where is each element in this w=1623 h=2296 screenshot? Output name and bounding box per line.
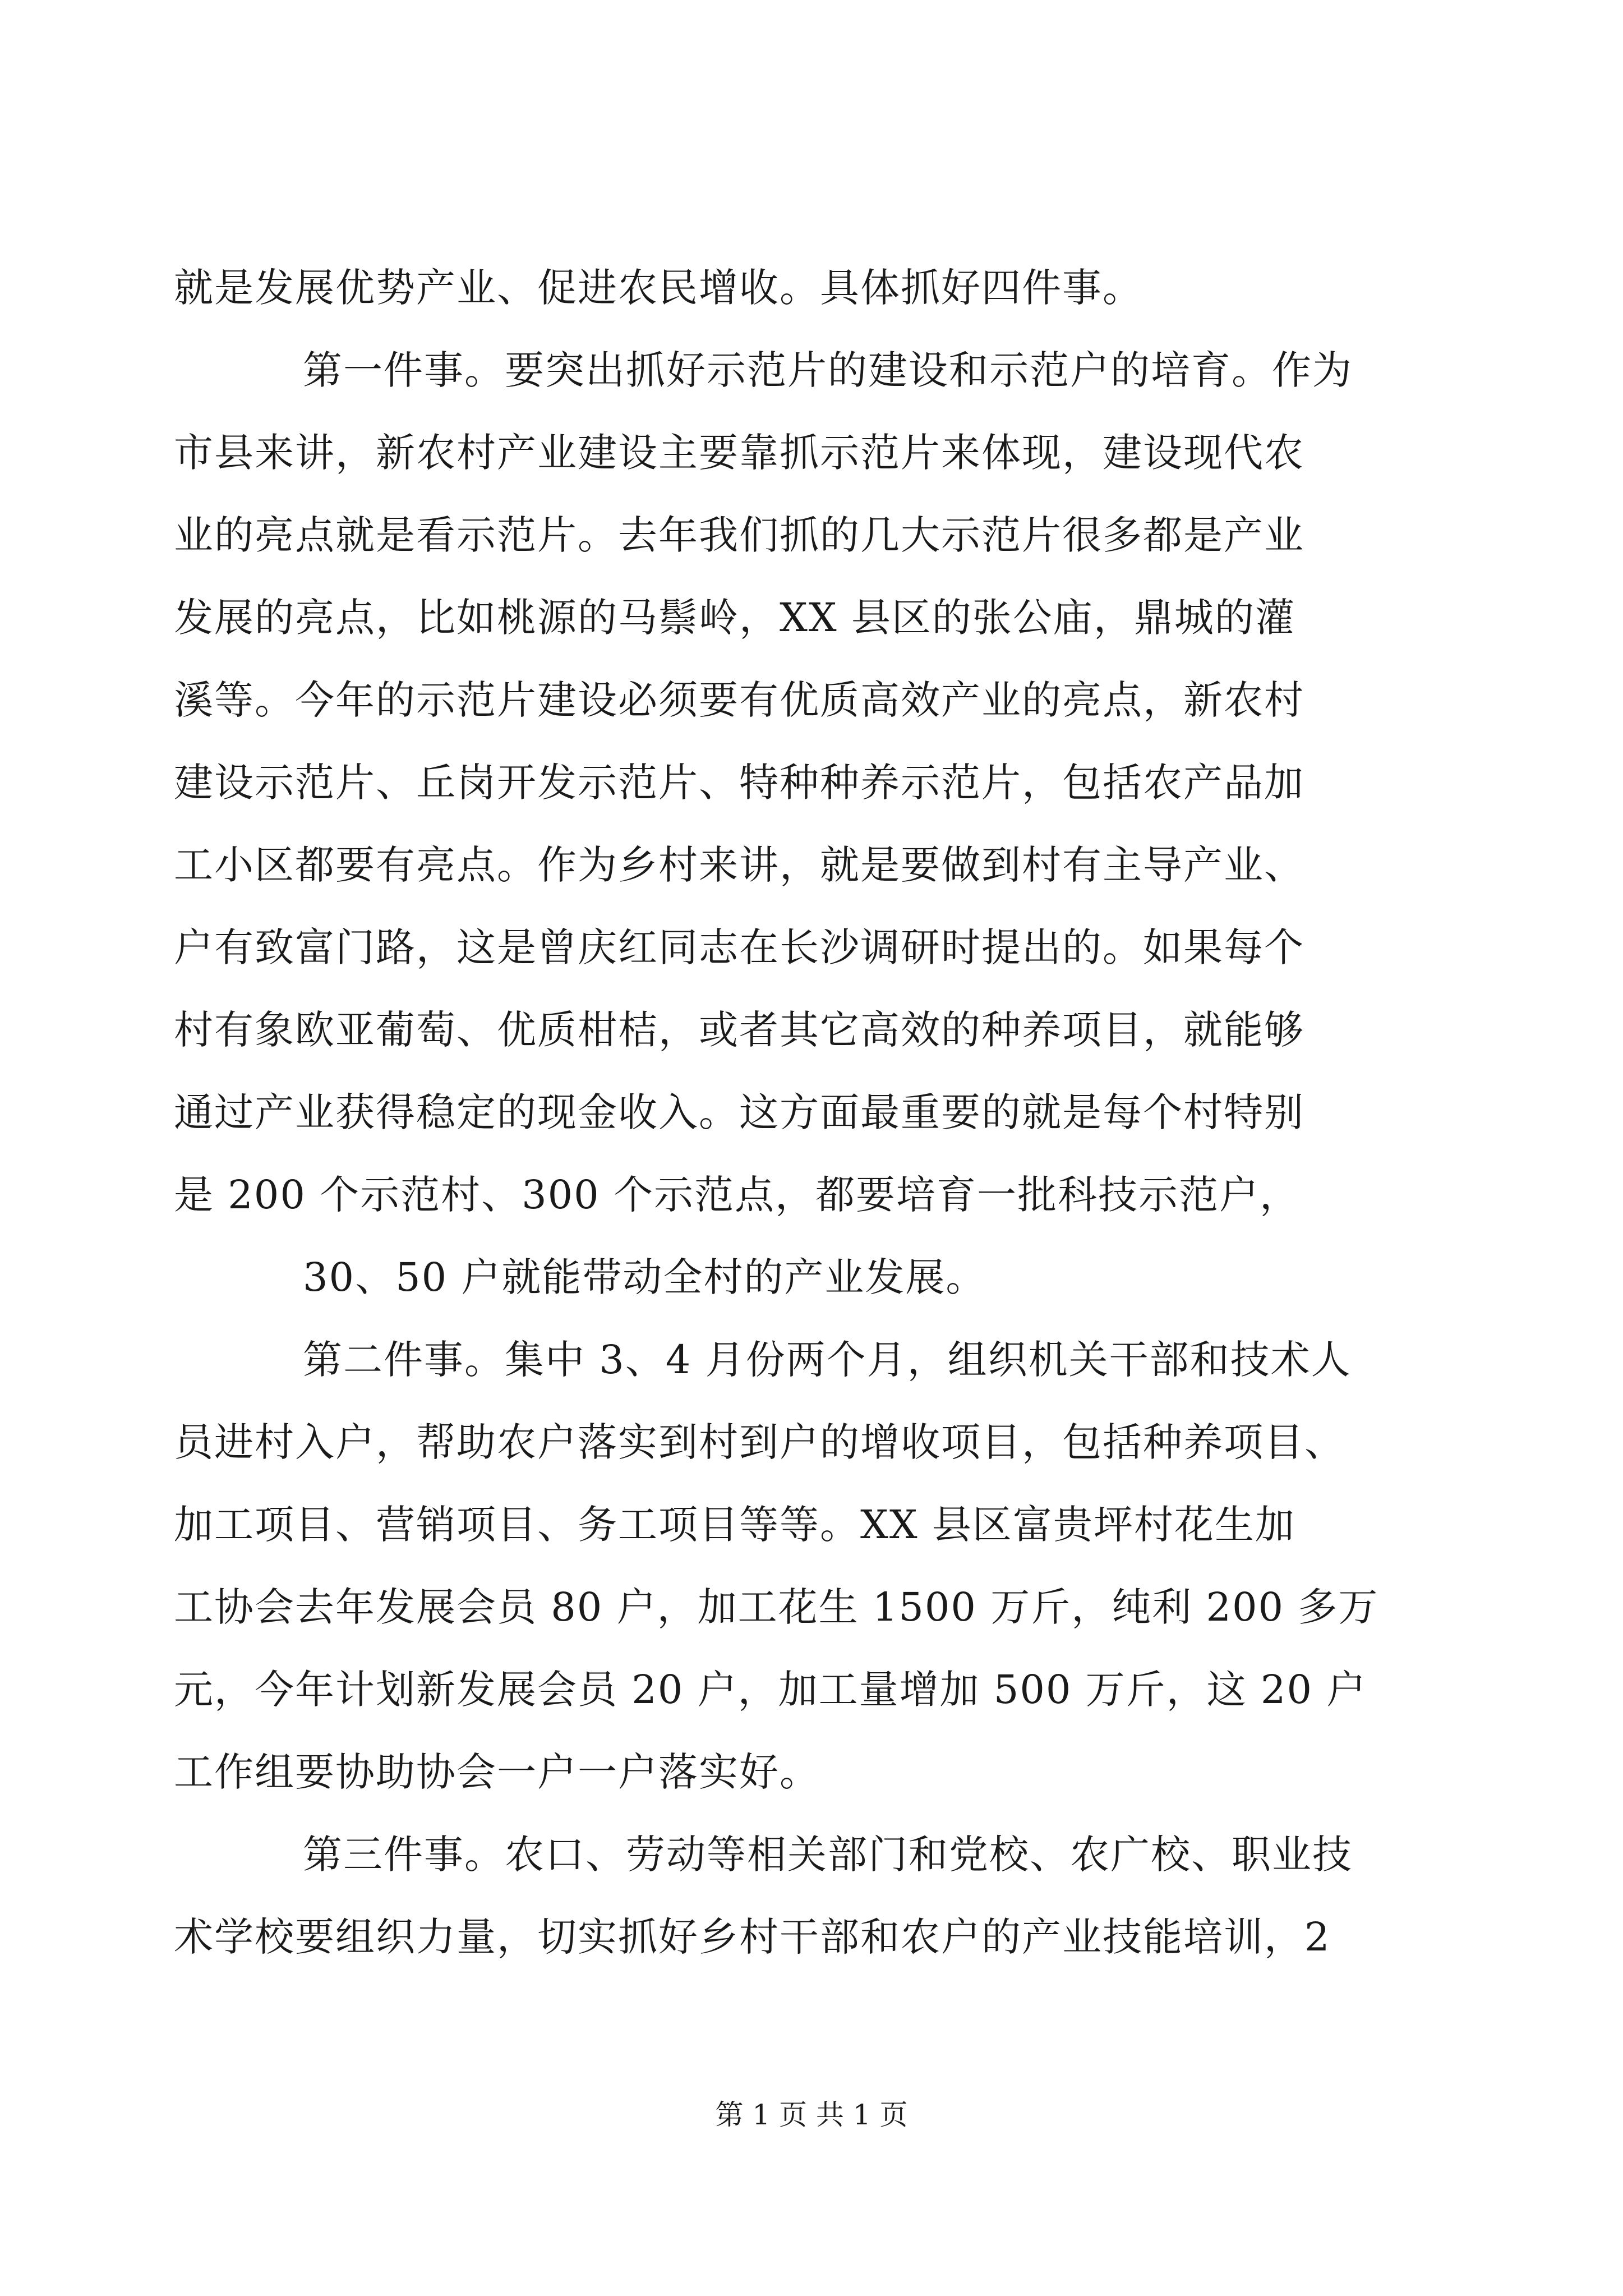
body-line-16: 加工项目、营销项目、务工项目等等。XX 县区富贵坪村花生加 bbox=[174, 1502, 1295, 1548]
body-line-5: 发展的亮点，比如桃源的马鬃岭，XX 县区的张公庙，鼎城的灌 bbox=[174, 595, 1295, 641]
document-body bbox=[174, 247, 1453, 1978]
body-line-20: 第三件事。农口、劳动等相关部门和党校、农广校、职业技 bbox=[303, 1832, 1353, 1878]
body-line-7: 建设示范片、丘岗开发示范片、特种种养示范片，包括农产品加 bbox=[174, 760, 1304, 806]
body-line-18: 元，今年计划新发展会员 20 户，加工量增加 500 万斤，这 20 户 bbox=[174, 1667, 1367, 1713]
body-line-14: 第二件事。集中 3、4 月份两个月，组织机关干部和技术人 bbox=[303, 1337, 1352, 1383]
body-line-8: 工小区都要有亮点。作为乡村来讲，就是要做到村有主导产业、 bbox=[174, 842, 1304, 888]
body-line-11: 通过产业获得稳定的现金收入。这方面最重要的就是每个村特别 bbox=[174, 1089, 1304, 1135]
body-line-4: 业的亮点就是看示范片。去年我们抓的几大示范片很多都是产业 bbox=[174, 512, 1304, 558]
body-line-2: 第一件事。要突出抓好示范片的建设和示范户的培育。作为 bbox=[303, 347, 1353, 393]
body-line-9: 户有致富门路，这是曾庆红同志在长沙调研时提出的。如果每个 bbox=[174, 924, 1304, 970]
body-line-15: 员进村入户，帮助农户落实到村到户的增收项目，包括种养项目、 bbox=[174, 1419, 1345, 1465]
body-line-13: 30、50 户就能带动全村的产业发展。 bbox=[303, 1254, 986, 1300]
body-line-3: 市县来讲，新农村产业建设主要靠抓示范片来体现，建设现代农 bbox=[174, 430, 1304, 476]
body-line-1: 就是发展优势产业、促进农民增收。具体抓好四件事。 bbox=[174, 265, 1143, 311]
body-line-6: 溪等。今年的示范片建设必须要有优质高效产业的亮点，新农村 bbox=[174, 677, 1304, 723]
body-line-10: 村有象欧亚葡萄、优质柑桔，或者其它高效的种养项目，就能够 bbox=[174, 1007, 1304, 1053]
body-line-21: 术学校要组织力量，切实抓好乡村干部和农户的产业技能培训，2 bbox=[174, 1914, 1331, 1960]
body-line-17: 工协会去年发展会员 80 户，加工花生 1500 万斤，纯利 200 多万 bbox=[174, 1584, 1379, 1630]
body-line-19: 工作组要协助协会一户一户落实好。 bbox=[174, 1749, 820, 1795]
body-line-12: 是 200 个示范村、300 个示范点，都要培育一批科技示范户， bbox=[174, 1172, 1300, 1218]
page-number-footer: 第 1 页 共 1 页 bbox=[715, 2099, 908, 2131]
